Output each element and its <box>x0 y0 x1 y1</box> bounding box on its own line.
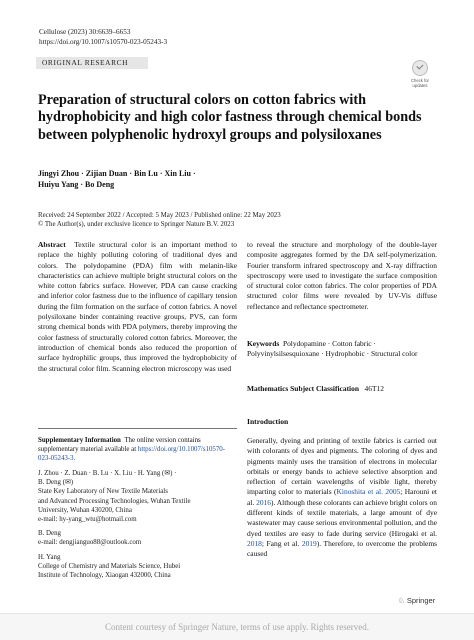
publisher-name: Springer <box>406 596 436 605</box>
intro-text-3: ). Although these colorants can achieve bright colors on different kinds of textile materials, a large amount of dye wastewater may cause serious environmental pollution, and the dyed textiles are easy to fade during service (Hirogaki et al. <box>247 497 437 538</box>
msc-code: 46T12 <box>364 384 384 393</box>
intro-text-2: ; Harouni et al. <box>247 487 437 507</box>
affiliation-1-city: University, Wuhan 430200, China <box>38 506 132 514</box>
article-title: Preparation of structural colors on cotton fabrics with hydrophobicity and high color fastness through chemical bonds between polyphenolic hydroxyl groups and polysiloxanes <box>38 92 422 143</box>
msc-section <box>247 384 437 394</box>
supplementary-label: Supplementary Information <box>38 437 121 444</box>
publication-dates <box>38 211 438 229</box>
affiliation-1-names: J. Zhou · Z. Duan · B. Lu · X. Liu · H. Yang (✉) · <box>38 470 177 477</box>
footnote-divider <box>38 428 237 429</box>
intro-text-5: ). Therefore, to overcome the problems caused <box>247 538 437 559</box>
courtesy-footer: Content courtesy of Springer Nature, terms of use apply. Rights reserved. <box>0 613 474 640</box>
affiliation-1-lab: State Key Laboratory of New Textile Materials <box>38 488 168 496</box>
keywords-text: Polydopamine · Cotton fabric · Polyvinylsilsesquioxane · Hydrophobic · Structural color <box>247 339 418 359</box>
author-line-1: Jingyi Zhou · Zijian Duan · Bin Lu · Xin Liu · <box>38 169 196 178</box>
citation-link-kinoshita[interactable]: Kinoshita et al. 2005 <box>336 487 401 497</box>
affiliation-3-institute: Institute of Technology, Xiaogan 432000, China <box>38 572 171 580</box>
citation-link-hirogaki[interactable]: 2018 <box>247 538 262 548</box>
check-updates-icon <box>412 60 428 76</box>
citation-link-harouni[interactable]: 2016 <box>256 497 271 507</box>
intro-text-1: Generally, dyeing and printing of textile fabrics is carried out with colorants of dyes and pigments. The coloring of dyes and pigments mainly uses the transition of electrons in molecular orbitals or energy bands to achieve selective absorption and reflection of certain wavelengths of visible light, thereby imparting color to materials ( <box>247 436 437 497</box>
abstract-continued-text: to reveal the structure and morphology of the double-layer composite aggregates formed by the DA self-polymerization. Fourier transform infrared spectroscopy and X-ray diffraction spectroscopy were used to investigate the surface composition of structural color cotton fabrics. The color properties of PDA structured color films were revealed by UV-Vis diffuse reflectance and reflectance spectrometer. <box>247 240 437 311</box>
supplementary-link[interactable]: https://doi.org/10.1007/s10570-023-05243-3. <box>38 446 226 463</box>
intro-text-4: ; Fang et al. <box>261 538 302 548</box>
affiliation-2-name: B. Deng <box>38 530 61 538</box>
abstract-label: Abstract <box>38 240 66 249</box>
affiliation-1-lab-2: and Advanced Processing Technologies, Wuhan Textile <box>38 497 191 505</box>
abstract-section <box>38 240 237 374</box>
abstract-text: Textile structural color is an important method to replace the highly polluting coloring of traditional dyes and colors. The polydopamine (PDA) film with melanin-like characteristics can achieve multiple bright structural colors on the white cotton fabrics surface. However, PDA can cause cracking and inferior color fastness due to the influence of capillary tension during the film formation on the surface of cotton fabrics. A novel polysiloxane binder containing reactive groups, PVS, can form strong chemical bonds with PDA polymers, thereby improving the color fastness of structurally colored cotton fabrics. Moreover, the introduction of chemical bonds also reduced the proportion of surface hydrophilic groups, thus improved the hydrophobicity of the structural color film. Scanning electron microscopy was used <box>38 240 238 373</box>
check-for-updates-button[interactable] <box>409 60 431 88</box>
affiliations <box>38 469 237 585</box>
affiliation-1-names-2: B. Deng (✉) <box>38 479 74 487</box>
journal-header <box>39 27 167 47</box>
affiliation-2-email[interactable]: e-mail: dengjianguo88@outlook.com <box>38 539 142 547</box>
supplementary-info <box>38 436 237 464</box>
citation-link-fang[interactable]: 2019 <box>301 538 317 548</box>
journal-citation: Cellulose (2023) 30:6639–6653 <box>39 28 131 36</box>
check-updates-label-2: updates <box>412 83 428 88</box>
springer-logo <box>398 596 435 605</box>
introduction-heading: Introduction <box>247 417 289 426</box>
affiliation-3-college: College of Chemistry and Materials Science, Hubei <box>38 562 181 570</box>
supplementary-text: The online version contains supplementary material available at <box>38 437 201 454</box>
article-type-badge: ORIGINAL RESEARCH <box>36 57 148 69</box>
author-list <box>38 168 298 190</box>
author-line-2: Huiyu Yang · Bo Deng <box>38 180 115 189</box>
affiliation-1-email[interactable]: e-mail: hy-yang_wtu@hotmail.com <box>38 516 137 524</box>
msc-label: Mathematics Subject Classification <box>247 384 359 393</box>
keywords-label: Keywords <box>247 339 280 348</box>
abstract-continued <box>247 240 437 312</box>
affiliation-3-name: H. Yang <box>38 553 61 561</box>
introduction-body <box>247 436 437 560</box>
check-updates-label: Check for <box>411 78 429 83</box>
keywords-section <box>247 339 437 360</box>
journal-doi: https://doi.org/10.1007/s10570-023-05243-3 <box>39 38 168 46</box>
received-dates: Received: 24 September 2022 / Accepted: 5 May 2023 / Published online: 22 May 2023 <box>38 212 281 219</box>
springer-horse-icon: ♘ <box>398 596 405 605</box>
copyright-line: © The Author(s), under exclusive licence to Springer Nature B.V. 2023 <box>38 221 235 228</box>
